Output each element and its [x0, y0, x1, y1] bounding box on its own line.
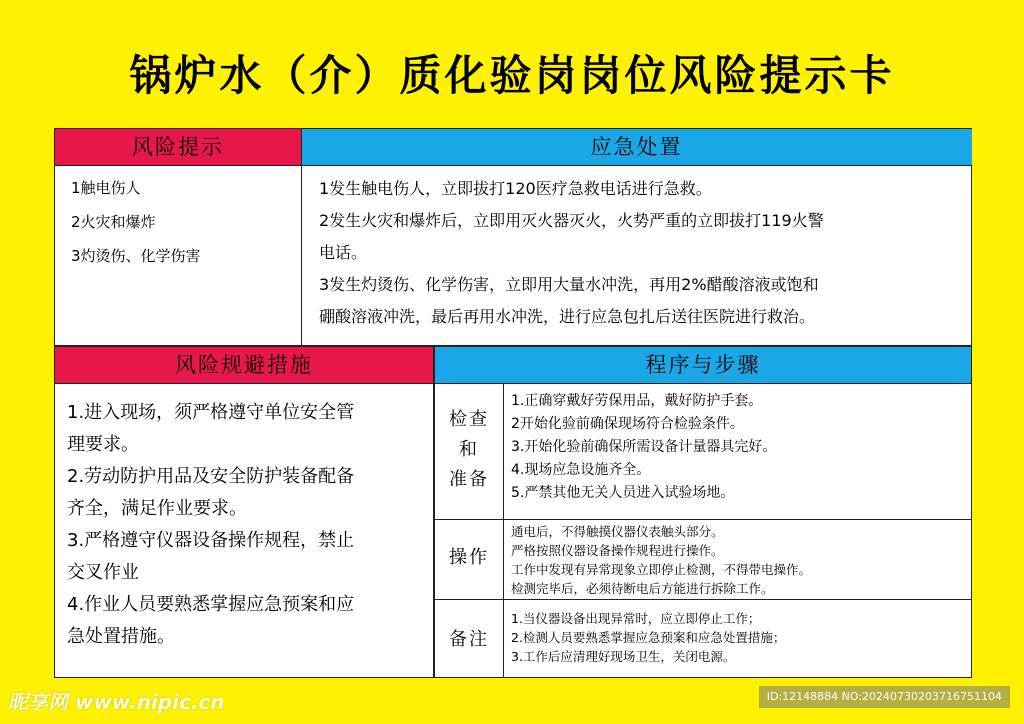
list-item: 急处置措施。 — [67, 626, 175, 647]
procedure-panel — [434, 346, 972, 678]
label-line: 准备 — [449, 469, 489, 490]
avoidance-list — [67, 397, 354, 653]
list-item: 3.工作后应清理好现场卫生，关闭电源。 — [511, 649, 736, 664]
risk-prompt-list — [71, 171, 201, 273]
page-title: 锅炉水（介）质化验岗岗位风险提示卡 — [129, 51, 895, 100]
list-item: 4.作业人员要熟悉掌握应急预案和应 — [67, 594, 355, 615]
remarks-list — [511, 609, 785, 666]
list-item: 3.开始化验前确保所需设备计量器具完好。 — [511, 439, 777, 455]
label-line: 检查 — [449, 409, 489, 430]
list-item: 3.严格遵守仪器设备操作规程，禁止 — [67, 530, 355, 551]
remarks-label: 备注 — [449, 629, 489, 650]
procedure-label-divider — [503, 384, 504, 677]
operation-label: 操作 — [449, 547, 489, 568]
avoidance-header: 风险规避措施 — [55, 347, 433, 384]
list-item: 检测完毕后，必须待断电后方能进行拆除工作。 — [511, 581, 774, 596]
procedure-row-divider-1 — [435, 519, 971, 520]
list-item: 4.现场应急设施齐全。 — [511, 462, 651, 478]
label-line: 和 — [459, 439, 479, 460]
check-prepare-label — [435, 405, 503, 495]
list-item: 2.劳动防护用品及安全防护装备配备 — [67, 466, 355, 487]
list-item: 1发生触电伤人，立即拔打120医疗急救电话进行急救。 — [319, 179, 712, 198]
list-item: 2火灾和爆炸 — [71, 213, 156, 231]
procedure-row-divider-2 — [435, 599, 971, 600]
avoidance-panel — [54, 346, 434, 678]
emergency-header: 应急处置 — [301, 129, 972, 166]
procedure-header: 程序与步骤 — [435, 347, 971, 384]
list-item: 理要求。 — [67, 434, 139, 455]
list-item: 严格按照仪器设备操作规程进行操作。 — [511, 543, 724, 558]
list-item: 齐全，满足作业要求。 — [67, 498, 247, 519]
watermark-id: ID:12148884 NO:20240730203716751104 — [759, 686, 1010, 708]
check-prepare-list — [511, 390, 776, 505]
list-item: 1.正确穿戴好劳保用品，戴好防护手套。 — [511, 393, 763, 409]
top-panel — [54, 128, 972, 346]
risk-prompt-header: 风险提示 — [55, 129, 301, 166]
list-item: 2开始化验前确保现场符合检验条件。 — [511, 416, 744, 432]
watermark-logo: 昵享网 www.nipic.cn — [8, 690, 225, 714]
list-item: 3灼烫伤、化学伤害 — [71, 247, 201, 265]
emergency-list — [319, 173, 824, 333]
list-item: 2发生火灾和爆炸后，立即用灭火器灭火，火势严重的立即拔打119火警 — [319, 211, 824, 230]
operation-list — [511, 522, 811, 598]
list-item: 3发生灼烫伤、化学伤害，立即用大量水冲洗，再用2%醋酸溶液或饱和 — [319, 275, 819, 294]
top-divider — [301, 129, 302, 345]
list-item: 1触电伤人 — [71, 179, 141, 197]
list-item: 1.进入现场，须严格遵守单位安全管 — [67, 402, 355, 423]
list-item: 工作中发现有异常现象立即停止检测，不得带电操作。 — [511, 562, 812, 577]
list-item: 1.当仪器设备出现异常时，应立即停止工作； — [511, 611, 761, 626]
list-item: 5.严禁其他无关人员进入试验场地。 — [511, 485, 735, 501]
list-item: 硼酸溶液冲洗，最后再用水冲洗，进行应急包扎后送往医院进行救治。 — [319, 307, 816, 326]
list-item: 交叉作业 — [67, 562, 139, 583]
list-item: 通电后，不得触摸仪器仪表触头部分。 — [511, 524, 724, 539]
list-item: 2.检测人员要熟悉掌握应急预案和应急处置措施； — [511, 630, 786, 645]
list-item: 电话。 — [319, 243, 368, 262]
